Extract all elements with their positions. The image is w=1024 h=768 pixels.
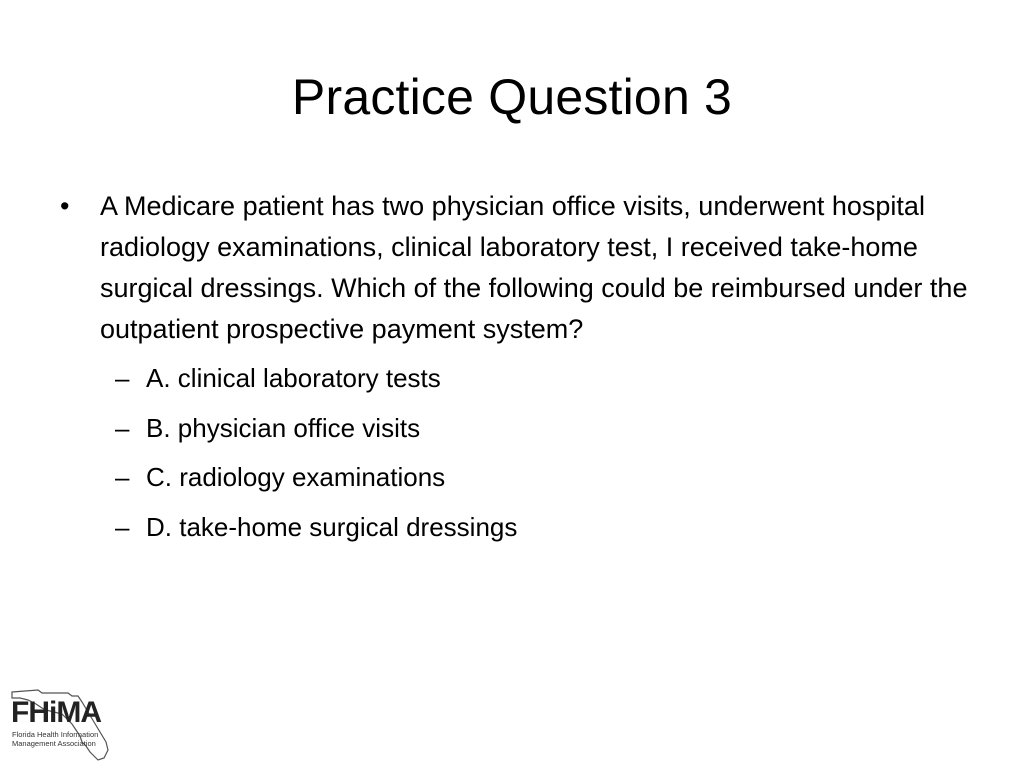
option-label: C. radiology examinations	[146, 462, 446, 492]
dash-icon: –	[115, 412, 130, 443]
logo-subtitle-line2: Management Association	[12, 739, 96, 748]
fhima-logo	[8, 686, 114, 762]
dash-icon: –	[115, 462, 130, 492]
logo-subtitle	[12, 730, 112, 748]
option-label: A. clinical laboratory tests	[146, 363, 441, 393]
question-text: A Medicare patient has two physician office visits, underwent hospital radiology examinations, clinical laboratory test, I received take-home surgical dressings. Which of the following could be reimbursed under the outpatient prospective payment system?	[100, 191, 968, 344]
option-label: B. physician office visits	[146, 412, 421, 443]
option-d	[58, 503, 978, 553]
option-c	[58, 453, 978, 503]
dash-icon: –	[115, 511, 130, 542]
question-bullet	[58, 186, 978, 350]
dash-icon: –	[115, 363, 130, 393]
option-a	[58, 354, 978, 404]
slide-title: Practice Question 3	[291, 69, 733, 125]
slide-body	[58, 186, 978, 552]
option-b	[58, 404, 978, 454]
answer-options	[58, 354, 978, 552]
logo-subtitle-line1: Florida Health Information	[12, 730, 99, 739]
logo-wordmark: FHiMA	[11, 696, 101, 729]
option-label: D. take-home surgical dressings	[146, 511, 518, 542]
bullet-icon: •	[60, 191, 70, 221]
